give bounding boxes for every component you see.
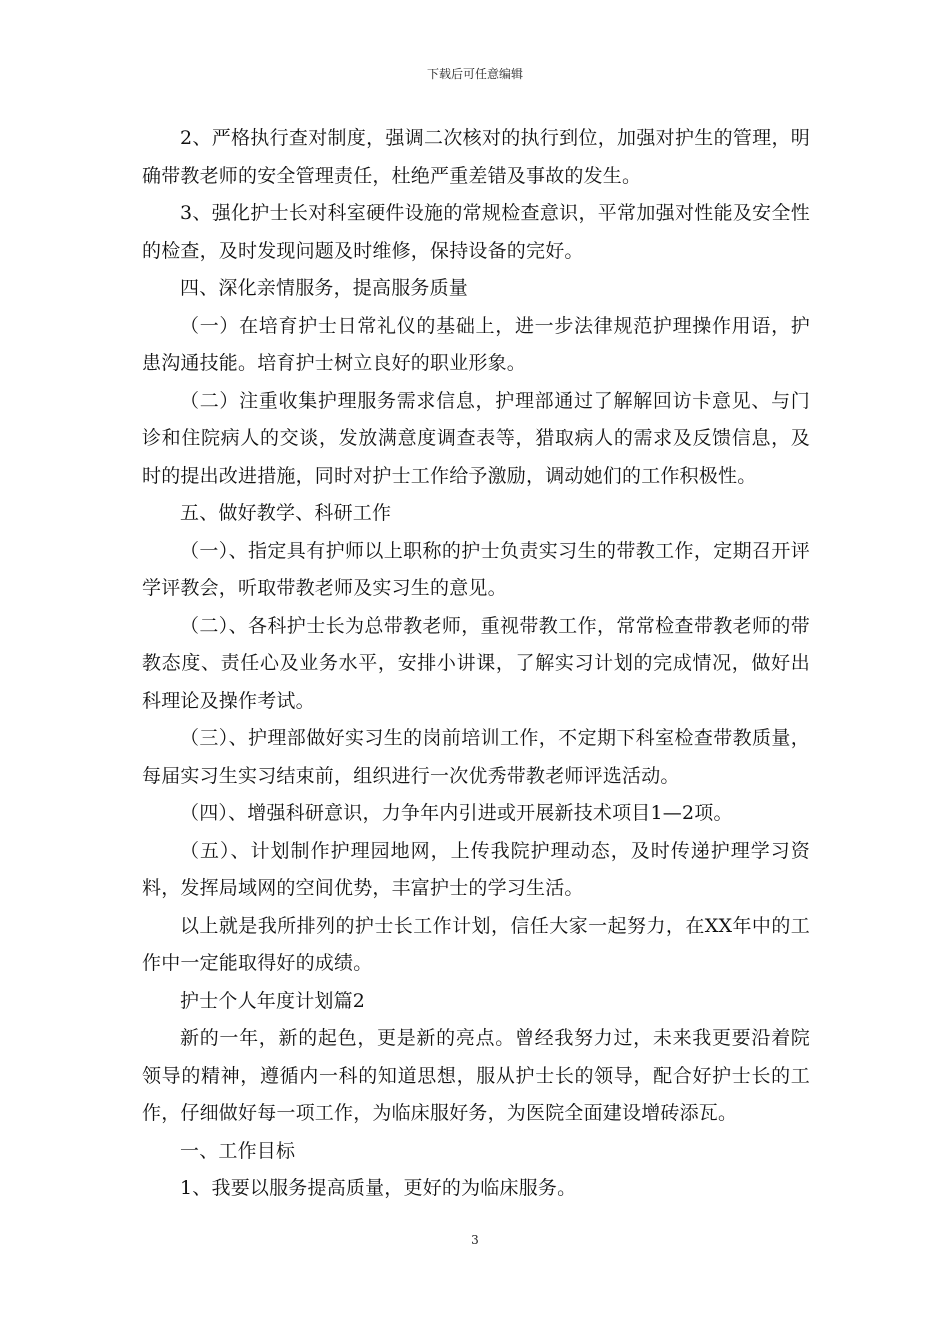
- paragraph: （一）在培育护士日常礼仪的基础上，进一步法律规范护理操作用语，护患沟通技能。培育护士树立良好的职业形象。: [142, 314, 810, 374]
- paragraph: （三）、护理部做好实习生的岗前培训工作，不定期下科室检查带教质量，每届实习生实习结束前，组织进行一次优秀带教老师评选活动。: [142, 727, 810, 787]
- paragraph: （二）、各科护士长为总带教老师，重视带教工作，常常检查带教老师的带教态度、责任心及业务水平，安排小讲课，了解实习计划的完成情况，做好出科理论及操作考试。: [142, 614, 810, 712]
- paragraph: 3、强化护士长对科室硬件设施的常规检查意识，平常加强对性能及安全性的检查，及时发现问题及时维修，保持设备的完好。: [142, 202, 810, 262]
- page-number: 3: [471, 1233, 479, 1247]
- page-header: 下载后可任意编辑: [426, 67, 523, 81]
- paragraph: 以上就是我所排列的护士长工作计划，信任大家一起努力，在XX年中的工作中一定能取得好的成绩。: [142, 914, 810, 974]
- paragraph: （二）注重收集护理服务需求信息，护理部通过了解解回访卡意见、与门诊和住院病人的交谈，发放满意度调查表等，猎取病人的需求及反馈信息，及时的提出改进措施，同时对护士工作给予激励，调动她们的工作积极性。: [142, 389, 810, 487]
- section-heading: 四、深化亲情服务，提高服务质量: [180, 277, 469, 299]
- section-heading: 护士个人年度计划篇2: [180, 989, 366, 1012]
- document-body: [142, 120, 810, 1208]
- paragraph: 新的一年，新的起色，更是新的亮点。曾经我努力过，未来我更要沿着院领导的精神，遵循内一科的知道思想，服从护士长的领导，配合好护士长的工作，仔细做好每一项工作，为临床服好务，为医院全面建设增砖添瓦。: [142, 1027, 810, 1124]
- section-heading: 一、工作目标: [180, 1139, 296, 1162]
- paragraph: 2、严格执行查对制度，强调二次核对的执行到位，加强对护生的管理，明确带教老师的安全管理责任，杜绝严重差错及事故的发生。: [142, 127, 810, 187]
- section-heading: 五、做好教学、科研工作: [180, 502, 392, 524]
- paragraph: 1、我要以服务提高质量，更好的为临床服务。: [180, 1177, 577, 1199]
- paragraph: （一）、指定具有护师以上职称的护士负责实习生的带教工作，定期召开评学评教会，听取带教老师及实习生的意见。: [142, 539, 810, 599]
- paragraph: （五）、计划制作护理园地网，上传我院护理动态，及时传递护理学习资料，发挥局域网的空间优势，丰富护士的学习生活。: [142, 839, 810, 899]
- paragraph: （四）、增强科研意识，力争年内引进或开展新技术项目1—2项。: [180, 802, 733, 824]
